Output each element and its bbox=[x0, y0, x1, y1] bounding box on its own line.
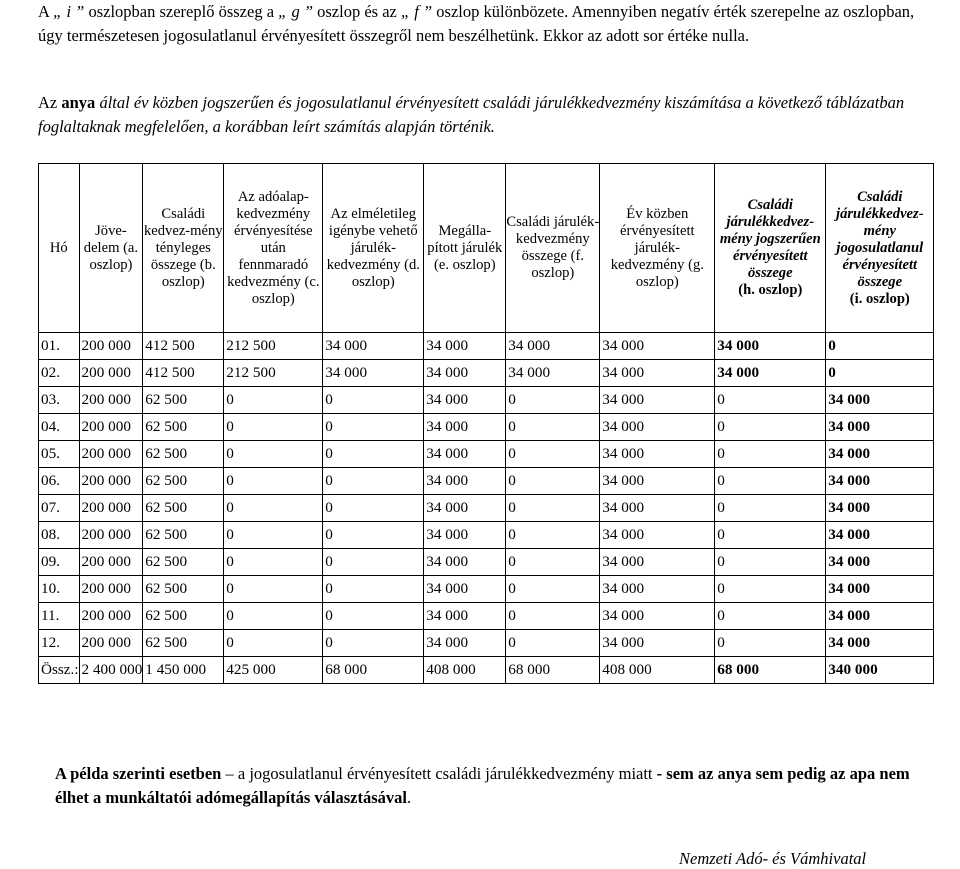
table-cell: 34 000 bbox=[424, 576, 506, 603]
header-established-contribution: Megálla-pított járulék (e. oszlop) bbox=[424, 164, 506, 333]
table-cell: 0 bbox=[506, 387, 600, 414]
intro-text: oszlop különbözete. Amennyiben negatív érték szerepelne az oszlopban, úgy természetesen jogosulatlanul érvényesített összegről nem beszélhetünk. Ekkor az adott sor értéke nulla. bbox=[38, 2, 915, 45]
table-cell: 200 000 bbox=[79, 603, 143, 630]
table-cell: 68 000 bbox=[506, 657, 600, 684]
table-cell: 0 bbox=[323, 522, 424, 549]
table-cell: 0 bbox=[323, 603, 424, 630]
table-cell: 04. bbox=[39, 414, 80, 441]
table-cell: 0 bbox=[323, 387, 424, 414]
table-cell: 34 000 bbox=[826, 468, 934, 495]
table-cell: 200 000 bbox=[79, 522, 143, 549]
table-cell: 212 500 bbox=[224, 333, 323, 360]
table-cell: 0 bbox=[715, 468, 826, 495]
table-cell: 07. bbox=[39, 495, 80, 522]
table-cell: 34 000 bbox=[506, 360, 600, 387]
table-cell: 34 000 bbox=[424, 387, 506, 414]
intro-text: oszlop és az bbox=[313, 2, 401, 21]
table-cell: 34 000 bbox=[424, 495, 506, 522]
table-cell: 01. bbox=[39, 333, 80, 360]
calculation-paragraph bbox=[38, 91, 938, 139]
table-cell: 200 000 bbox=[79, 468, 143, 495]
table-cell: 0 bbox=[224, 441, 323, 468]
header-lawful-label: Családi járulékkedvez-mény jogszerűen érvényesített összege bbox=[719, 197, 821, 281]
table-cell: 34 000 bbox=[424, 603, 506, 630]
conclusion-dash: – bbox=[221, 764, 238, 783]
table-cell: 0 bbox=[224, 576, 323, 603]
header-unlawful-amount bbox=[826, 164, 934, 333]
table-cell: 62 500 bbox=[143, 414, 224, 441]
table-cell: 34 000 bbox=[506, 333, 600, 360]
table-cell: 34 000 bbox=[424, 360, 506, 387]
header-unlawful-label: Családi járulékkedvez-mény jogosulatlanul érvényesített összege bbox=[836, 188, 924, 290]
table-cell: 200 000 bbox=[79, 333, 143, 360]
table-cell: 0 bbox=[506, 468, 600, 495]
table-cell: 11. bbox=[39, 603, 80, 630]
table-row bbox=[39, 576, 934, 603]
table-cell: 34 000 bbox=[600, 387, 715, 414]
table-cell: 0 bbox=[715, 522, 826, 549]
table-cell: 34 000 bbox=[424, 333, 506, 360]
table-cell: 34 000 bbox=[826, 603, 934, 630]
table-cell: 34 000 bbox=[424, 630, 506, 657]
table-cell: 0 bbox=[826, 360, 934, 387]
table-cell: 34 000 bbox=[715, 360, 826, 387]
table-cell: 62 500 bbox=[143, 549, 224, 576]
table-row bbox=[39, 414, 934, 441]
intro-col-g: „ g ” bbox=[278, 2, 313, 21]
table-cell: 0 bbox=[224, 549, 323, 576]
table-cell: 34 000 bbox=[715, 333, 826, 360]
para2-italic: által év közben jogszerűen és jogosulatlanul érvényesített családi járulékkedvezmény kiszámítása a következő táblázatban foglaltaknak megfelelően, a korábban leírt számítás alapján történik. bbox=[38, 93, 905, 136]
header-theoretical-allowance: Az elméletileg igénybe vehető járulék-kedvezmény (d. oszlop) bbox=[323, 164, 424, 333]
table-cell: 0 bbox=[715, 549, 826, 576]
table-cell: 34 000 bbox=[826, 576, 934, 603]
table-cell: 412 500 bbox=[143, 333, 224, 360]
table-cell: 34 000 bbox=[826, 522, 934, 549]
table-cell: 10. bbox=[39, 576, 80, 603]
table-cell: 34 000 bbox=[600, 360, 715, 387]
table-cell: 200 000 bbox=[79, 387, 143, 414]
table-header-row bbox=[39, 164, 934, 333]
table-cell: 34 000 bbox=[323, 333, 424, 360]
intro-col-f: „ f ” bbox=[400, 2, 433, 21]
table-cell: 62 500 bbox=[143, 468, 224, 495]
table-row bbox=[39, 630, 934, 657]
table-cell: 62 500 bbox=[143, 576, 224, 603]
table-cell: 34 000 bbox=[826, 441, 934, 468]
contribution-table bbox=[38, 163, 934, 684]
table-cell: 0 bbox=[224, 414, 323, 441]
table-cell: 200 000 bbox=[79, 495, 143, 522]
table-cell: 62 500 bbox=[143, 603, 224, 630]
table-cell: 0 bbox=[715, 630, 826, 657]
table-cell: 68 000 bbox=[323, 657, 424, 684]
table-cell: 34 000 bbox=[424, 549, 506, 576]
table-cell: 0 bbox=[224, 468, 323, 495]
table-cell: 68 000 bbox=[715, 657, 826, 684]
table-cell: 408 000 bbox=[600, 657, 715, 684]
table-cell: 0 bbox=[506, 414, 600, 441]
header-family-contribution-allowance: Családi járulék-kedvezmény összege (f. oszlop) bbox=[506, 164, 600, 333]
table-cell: 34 000 bbox=[600, 468, 715, 495]
table-cell: 05. bbox=[39, 441, 80, 468]
table-cell: 09. bbox=[39, 549, 80, 576]
table-cell: 0 bbox=[506, 630, 600, 657]
table-cell: 34 000 bbox=[826, 387, 934, 414]
table-cell: 34 000 bbox=[600, 549, 715, 576]
table-cell: 34 000 bbox=[826, 414, 934, 441]
table-cell: 0 bbox=[506, 441, 600, 468]
intro-text: A bbox=[38, 2, 54, 21]
table-cell: 0 bbox=[323, 441, 424, 468]
table-cell: 34 000 bbox=[600, 603, 715, 630]
table-cell: 0 bbox=[224, 387, 323, 414]
table-row bbox=[39, 495, 934, 522]
table-cell: 0 bbox=[715, 603, 826, 630]
table-cell: 0 bbox=[323, 576, 424, 603]
table-cell: 34 000 bbox=[323, 360, 424, 387]
header-lawful-amount bbox=[715, 164, 826, 333]
table-cell: 62 500 bbox=[143, 522, 224, 549]
conclusion-reason: a jogosulatlanul érvényesített családi járulékkedvezmény miatt bbox=[237, 764, 653, 783]
table-cell: 200 000 bbox=[79, 630, 143, 657]
table-cell: 62 500 bbox=[143, 630, 224, 657]
table-cell: 0 bbox=[506, 576, 600, 603]
table-cell: Össz.: bbox=[39, 657, 80, 684]
table-cell: 2 400 000 bbox=[79, 657, 143, 684]
table-cell: 0 bbox=[715, 576, 826, 603]
table-cell: 408 000 bbox=[424, 657, 506, 684]
table-cell: 34 000 bbox=[424, 414, 506, 441]
table-cell: 200 000 bbox=[79, 549, 143, 576]
intro-paragraph bbox=[38, 0, 938, 48]
header-unlawful-col: (i. oszlop) bbox=[849, 290, 910, 307]
header-month: Hó bbox=[39, 164, 80, 333]
table-cell: 0 bbox=[826, 333, 934, 360]
para2-text: Az bbox=[38, 93, 62, 112]
table-row bbox=[39, 522, 934, 549]
table-cell: 34 000 bbox=[424, 522, 506, 549]
table-cell: 0 bbox=[224, 522, 323, 549]
table-cell: 0 bbox=[715, 495, 826, 522]
conclusion-paragraph bbox=[55, 762, 915, 810]
table-cell: 0 bbox=[715, 387, 826, 414]
table-cell: 0 bbox=[715, 414, 826, 441]
table-cell: 412 500 bbox=[143, 360, 224, 387]
table-row bbox=[39, 657, 934, 684]
table-cell: 08. bbox=[39, 522, 80, 549]
conclusion-text: - sem az anya sem pedig az apa nem élhet a munkáltatói adómegállapítás választásával bbox=[55, 764, 910, 807]
table-cell: 06. bbox=[39, 468, 80, 495]
table-cell: 34 000 bbox=[826, 549, 934, 576]
table-cell: 200 000 bbox=[79, 441, 143, 468]
table-row bbox=[39, 468, 934, 495]
header-remaining-allowance: Az adóalap-kedvezmény érvényesítése után fennmaradó kedvezmény (c. oszlop) bbox=[224, 164, 323, 333]
table-cell: 62 500 bbox=[143, 495, 224, 522]
conclusion-period: . bbox=[407, 788, 412, 807]
table-cell: 02. bbox=[39, 360, 80, 387]
table-cell: 0 bbox=[506, 603, 600, 630]
table-cell: 34 000 bbox=[600, 414, 715, 441]
table-cell: 200 000 bbox=[79, 414, 143, 441]
table-cell: 0 bbox=[224, 495, 323, 522]
table-cell: 62 500 bbox=[143, 441, 224, 468]
table-cell: 34 000 bbox=[600, 522, 715, 549]
table-cell: 212 500 bbox=[224, 360, 323, 387]
table-cell: 340 000 bbox=[826, 657, 934, 684]
table-cell: 34 000 bbox=[600, 441, 715, 468]
table-cell: 0 bbox=[715, 441, 826, 468]
table-cell: 0 bbox=[224, 630, 323, 657]
conclusion-text: A példa szerinti esetben bbox=[55, 764, 222, 783]
table-cell: 0 bbox=[506, 522, 600, 549]
table-cell: 200 000 bbox=[79, 576, 143, 603]
table-cell: 34 000 bbox=[600, 630, 715, 657]
table-cell: 0 bbox=[323, 414, 424, 441]
table-cell: 34 000 bbox=[600, 495, 715, 522]
table-cell: 34 000 bbox=[600, 333, 715, 360]
table-cell: 12. bbox=[39, 630, 80, 657]
table-cell: 34 000 bbox=[826, 630, 934, 657]
table-cell: 0 bbox=[506, 495, 600, 522]
table-cell: 0 bbox=[323, 630, 424, 657]
para2-bold: anya bbox=[61, 93, 96, 112]
table-cell: 0 bbox=[224, 603, 323, 630]
table-cell: 03. bbox=[39, 387, 80, 414]
table-cell: 34 000 bbox=[424, 468, 506, 495]
table-cell: 0 bbox=[323, 468, 424, 495]
intro-col-i: „ i ” bbox=[53, 2, 85, 21]
table-row bbox=[39, 387, 934, 414]
table-row bbox=[39, 603, 934, 630]
table-cell: 1 450 000 bbox=[143, 657, 224, 684]
table-cell: 0 bbox=[506, 549, 600, 576]
table-cell: 62 500 bbox=[143, 387, 224, 414]
table-cell: 34 000 bbox=[600, 576, 715, 603]
table-cell: 425 000 bbox=[224, 657, 323, 684]
table-row bbox=[39, 333, 934, 360]
table-cell: 0 bbox=[323, 495, 424, 522]
intro-text: oszlopban szereplő összeg a bbox=[84, 2, 279, 21]
header-income: Jöve-delem (a. oszlop) bbox=[79, 164, 143, 333]
header-applied-allowance: Év közben érvényesített járulék-kedvezmény (g. oszlop) bbox=[600, 164, 715, 333]
table-cell: 200 000 bbox=[79, 360, 143, 387]
footer-signature: Nemzeti Adó- és Vámhivatal bbox=[679, 849, 867, 868]
table-cell: 34 000 bbox=[826, 495, 934, 522]
header-family-allowance: Családi kedvez-mény tényleges összege (b. oszlop) bbox=[143, 164, 224, 333]
table-cell: 0 bbox=[323, 549, 424, 576]
table-row bbox=[39, 549, 934, 576]
table-row bbox=[39, 360, 934, 387]
table-row bbox=[39, 441, 934, 468]
table-cell: 34 000 bbox=[424, 441, 506, 468]
header-lawful-col: (h. oszlop) bbox=[738, 282, 803, 298]
table-body bbox=[39, 333, 934, 684]
